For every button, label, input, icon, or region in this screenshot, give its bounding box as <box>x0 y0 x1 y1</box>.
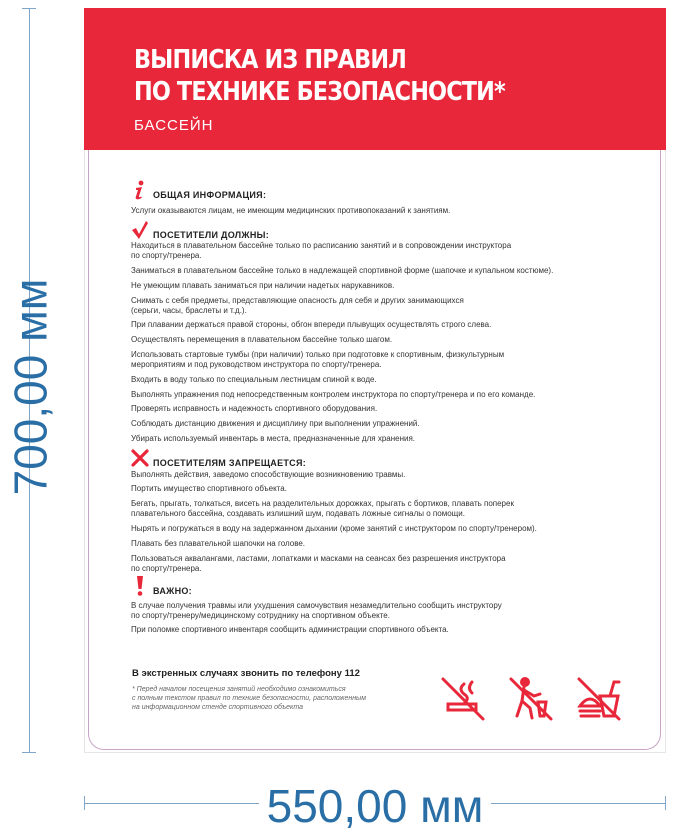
cross-icon <box>131 448 149 468</box>
forbidden-item: Плавать без плавательной шапочки на голове. <box>131 539 306 548</box>
forbidden-item: Нырять и погружаться в воду на задержанном дыхании (кроме занятий с инструктором по спорту/тренером). <box>131 524 537 533</box>
forbidden-item: Портить имущество спортивного объекта. <box>131 484 287 493</box>
must-item: Снимать с себя предметы, представляющие опасность для себя и других занимающихся (серьги, часы, браслеты и т.д.). <box>131 296 464 315</box>
must-item: Заниматься в плавательном бассейне только в надлежащей спортивной форме (шапочке и купальном костюме). <box>131 266 554 275</box>
must-item: Не умеющим плавать заниматься при наличии надетых нарукавников. <box>131 281 395 290</box>
forbidden-item: Пользоваться аквалангами, ластами, лопатками и масками на сеансах без разрешения инструктора по спорту/тренера. <box>131 554 506 573</box>
must-item: Осуществлять перемещения в плавательном бассейне только шагом. <box>131 335 393 344</box>
must-item: При плавании держаться правой стороны, обгон впереди плывущих осуществлять строго слева. <box>131 320 492 329</box>
width-dimension-label: 550,00 мм <box>259 780 492 832</box>
emergency-phone-note: В экстренных случаях звонить по телефону 112 <box>132 668 360 679</box>
poster-subtitle: БАССЕЙН <box>134 117 214 134</box>
dimension-tick <box>22 752 36 753</box>
must-item: Выполнять упражнения под непосредственным контролем инструктора по спорту/тренера и по его команде. <box>131 390 536 399</box>
section-important-heading <box>131 576 192 596</box>
safety-poster <box>84 8 666 753</box>
forbidden-item: Бегать, прыгать, толкаться, висеть на разделительных дорожках, прыгать с бортиков, плавать поперек плавательного бассейна, создавать излишний шум, подавать ложные сигналы о помощи. <box>131 499 514 518</box>
section-forbidden-heading <box>131 448 306 468</box>
section-must-heading <box>131 220 269 240</box>
must-item: Проверять исправность и надежность спортивного оборудования. <box>131 404 378 413</box>
must-item: Находиться в плавательном бассейне только по расписанию занятий и в сопровождении инструктора по спорту/тренера. <box>131 241 512 260</box>
section-general-title: ОБЩАЯ ИНФОРМАЦИЯ: <box>153 190 267 200</box>
height-dimension <box>0 237 60 537</box>
important-item: При поломке спортивного инвентаря сообщить администрации спортивного объекта. <box>131 625 449 634</box>
info-icon <box>131 180 149 200</box>
poster-header <box>84 8 666 150</box>
section-important-title: ВАЖНО: <box>153 586 192 596</box>
must-item: Входить в воду только по специальным лестницам спиной к воде. <box>131 375 377 384</box>
section-must-title: ПОСЕТИТЕЛИ ДОЛЖНЫ: <box>153 230 270 240</box>
height-dimension-label: 700,00 мм <box>4 278 57 496</box>
dimension-tick <box>22 8 36 9</box>
must-item: Соблюдать дистанцию движения и дисциплину при выполнении упражнений. <box>131 419 420 428</box>
footnote: * Перед началом посещения занятий необходимо ознакомиться с полным текстом правил по технике безопасности, расположенным на информационном стенде спортивного объекта <box>132 686 366 711</box>
no-littering-icon <box>508 676 554 722</box>
check-icon <box>131 220 149 240</box>
poster-title <box>134 44 505 108</box>
no-smoking-icon <box>440 676 486 722</box>
general-item: Услуги оказываются лицам, не имеющим медицинских противопоказаний к занятиям. <box>131 206 451 215</box>
must-item: Убирать используемый инвентарь в места, предназначенные для хранения. <box>131 434 416 443</box>
important-item: В случае получения травмы или ухудшения самочувствия незамедлительно сообщить инструктору по спорту/тренеру/медицинскому сотруднику на спортивном объекте. <box>131 601 502 620</box>
title-line-2: ПО ТЕХНИКЕ БЕЗОПАСНОСТИ* <box>134 77 505 107</box>
no-food-icon <box>576 676 622 722</box>
exclamation-icon <box>131 576 149 596</box>
title-line-1: ВЫПИСКА ИЗ ПРАВИЛ <box>134 45 406 75</box>
forbidden-item: Выполнять действия, заведомо способствующие возникновению травмы. <box>131 470 406 479</box>
section-general-heading <box>131 180 266 200</box>
section-forbidden-title: ПОСЕТИТЕЛЯМ ЗАПРЕЩАЕТСЯ: <box>153 458 307 468</box>
width-dimension <box>84 778 666 834</box>
must-item: Использовать стартовые тумбы (при наличии) только при подготовке к спортивным, физкультурным мероприятиям и под руководством инструктора по спорту/тренера. <box>131 350 505 369</box>
